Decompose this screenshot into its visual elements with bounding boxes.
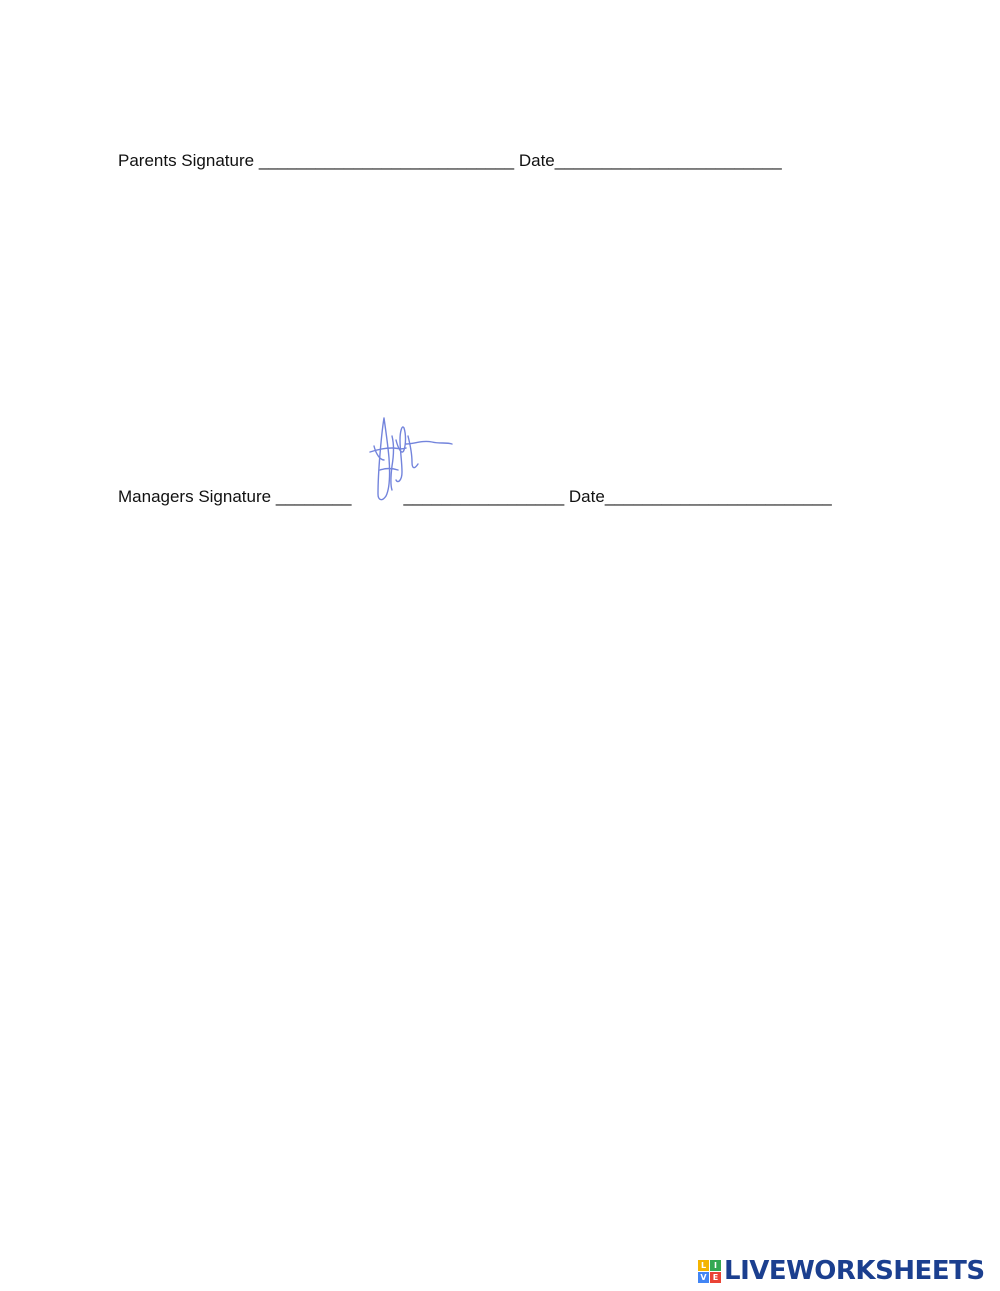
managers-signature-blank-end[interactable]: _________________ <box>403 487 565 506</box>
logo-blocks-icon <box>698 1260 721 1283</box>
parents-signature-line <box>118 150 782 172</box>
liveworksheets-logo <box>698 1257 985 1285</box>
logo-block-l: L <box>698 1260 709 1271</box>
logo-block-i: I <box>710 1260 721 1271</box>
parents-date-blank[interactable]: ________________________ <box>554 151 782 170</box>
parents-signature-blank[interactable]: ___________________________ <box>258 151 515 170</box>
parents-date-label: Date <box>518 151 555 170</box>
parents-signature-label: Parents Signature <box>118 151 255 170</box>
logo-block-e: E <box>710 1272 721 1283</box>
logo-text: LIVEWORKSHEETS <box>724 1256 985 1286</box>
managers-date-label: Date <box>568 487 605 506</box>
logo-block-v: V <box>698 1272 709 1283</box>
managers-date-blank[interactable]: ________________________ <box>604 487 832 506</box>
managers-signature-blank-start[interactable]: ________ <box>275 487 352 506</box>
managers-signature-label: Managers Signature <box>118 487 272 506</box>
managers-signature-line <box>118 486 832 508</box>
